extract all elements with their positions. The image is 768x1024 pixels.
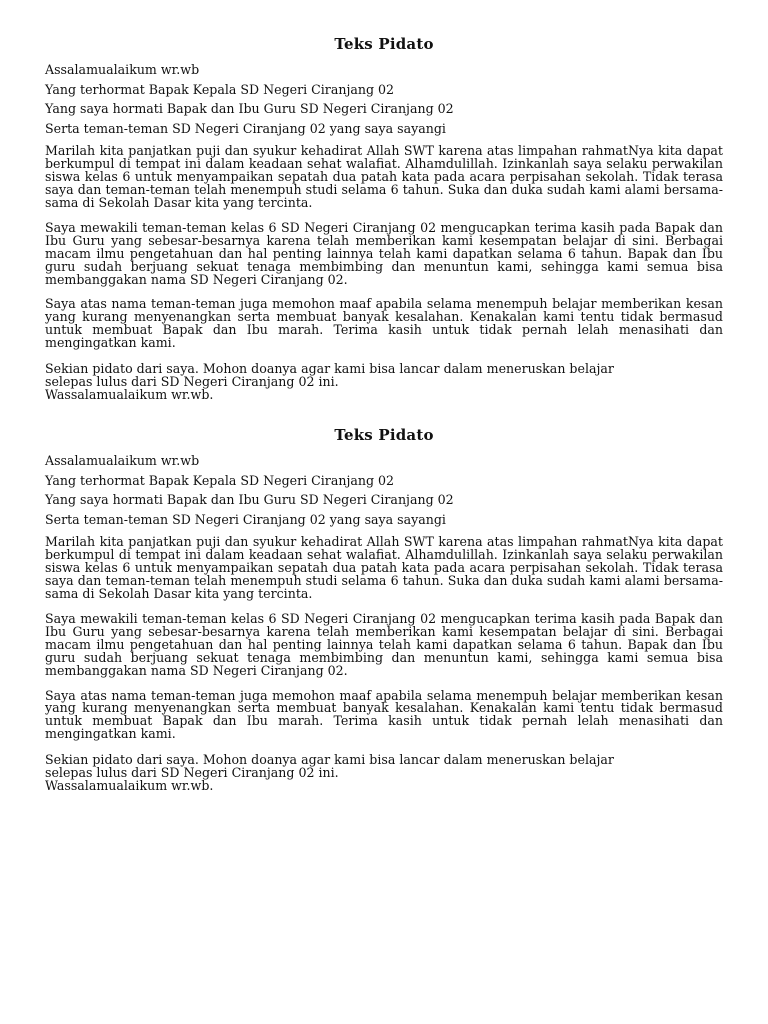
closing-line: Wassalamualaikum wr.wb. <box>45 387 214 403</box>
greeting-line: Yang saya hormati Bapak dan Ibu Guru SD Negeri Ciranjang 02 <box>45 492 454 508</box>
greeting-line: Serta teman-teman SD Negeri Ciranjang 02 yang saya sayangi <box>45 120 446 136</box>
body-paragraph: Saya mewakili teman-teman kelas 6 SD Negeri Ciranjang 02 mengucapkan terima kasih pada Bapak dan Ibu Guru yang sebesar-besarnya karena telah memberikan kami kesempatan belajar di sini. Berbagai macam ilmu pengetahuan dan hal penting lainnya telah kami dapatkan selama 6 tahun. Bapak dan Ibu guru sudah berjuang sekuat tenaga membimbing dan menuntun kami, sehingga kami semua bisa membanggakan nama SD Negeri Ciranjang 02. <box>45 219 723 287</box>
closing-line: selepas lulus dari SD Negeri Ciranjang 02 ini. <box>45 374 339 390</box>
closing-block <box>45 362 723 401</box>
closing-block <box>45 753 723 792</box>
speech-title: Teks Pidato <box>334 426 434 445</box>
body-paragraph: Marilah kita panjatkan puji dan syukur kehadirat Allah SWT karena atas limpahan rahmatNya kita dapat berkumpul di tempat ini dalam keadaan sehat walafiat. Alhamdulillah. Izinkanlah saya selaku perwakilan siswa kelas 6 untuk menyampaikan sepatah dua patah kata pada acara perpisahan sekolah. Tidak terasa saya dan teman-teman telah menempuh studi selama 6 tahun. Suka dan duka sudah kami alami bersama-sama di Sekolah Dasar kita yang tercinta. <box>45 143 723 210</box>
body-paragraph: Saya atas nama teman-teman juga memohon maaf apabila selama menempuh belajar memberikan kesan yang kurang menyenangkan serta membuat banyak kesalahan. Kenakalan kami tentu tidak bermasud untuk membuat Bapak dan Ibu marah. Terima kasih untuk tidak pernah lelah menasihati dan mengingatkan kami. <box>45 296 723 351</box>
closing-line: Sekian pidato dari saya. Mohon doanya agar kami bisa lancar dalam meneruskan belajar <box>45 361 614 377</box>
greeting-line: Assalamualaikum wr.wb <box>45 62 200 77</box>
body-paragraph: Marilah kita panjatkan puji dan syukur kehadirat Allah SWT karena atas limpahan rahmatNya kita dapat berkumpul di tempat ini dalam keadaan sehat walafiat. Alhamdulillah. Izinkanlah saya selaku perwakilan siswa kelas 6 untuk menyampaikan sepatah dua patah kata pada acara perpisahan sekolah. Tidak terasa saya dan teman-teman telah menempuh studi selama 6 tahun. Suka dan duka sudah kami alami bersama-sama di Sekolah Dasar kita yang tercinta. <box>45 534 723 602</box>
speech-section-1 <box>45 32 723 401</box>
greeting-line: Yang terhormat Bapak Kepala SD Negeri Ciranjang 02 <box>45 472 395 488</box>
body-paragraph: Saya atas nama teman-teman juga memohon maaf apabila selama menempuh belajar memberikan kesan yang kurang menyenangkan serta membuat banyak kesalahan. Kenakalan kami tentu tidak bermasud untuk membuat Bapak dan Ibu marah. Terima kasih untuk tidak pernah lelah menasihati dan mengingatkan kami. <box>45 687 723 742</box>
speech-title: Teks Pidato <box>334 35 434 53</box>
closing-line: Wassalamualaikum wr.wb. <box>45 778 214 794</box>
body-paragraph: Saya mewakili teman-teman kelas 6 SD Negeri Ciranjang 02 mengucapkan terima kasih pada Bapak dan Ibu Guru yang sebesar-besarnya karena telah memberikan kami kesempatan belajar di sini. Berbagai macam ilmu pengetahuan dan hal penting lainnya telah kami dapatkan selama 6 tahun. Bapak dan Ibu guru sudah berjuang sekuat tenaga membimbing dan menuntun kami, sehingga kami semua bisa membanggakan nama SD Negeri Ciranjang 02. <box>45 610 723 678</box>
document-page <box>45 32 723 792</box>
greetings-block <box>45 60 723 138</box>
greetings-block <box>45 451 723 529</box>
closing-line: selepas lulus dari SD Negeri Ciranjang 02 ini. <box>45 765 339 781</box>
closing-line: Sekian pidato dari saya. Mohon doanya agar kami bisa lancar dalam meneruskan belajar <box>45 752 614 768</box>
greeting-line: Serta teman-teman SD Negeri Ciranjang 02 yang saya sayangi <box>45 511 446 527</box>
greeting-line: Assalamualaikum wr.wb <box>45 453 200 469</box>
greeting-line: Yang saya hormati Bapak dan Ibu Guru SD Negeri Ciranjang 02 <box>45 101 454 117</box>
speech-section-2 <box>45 423 723 792</box>
greeting-line: Yang terhormat Bapak Kepala SD Negeri Ciranjang 02 <box>45 81 395 97</box>
